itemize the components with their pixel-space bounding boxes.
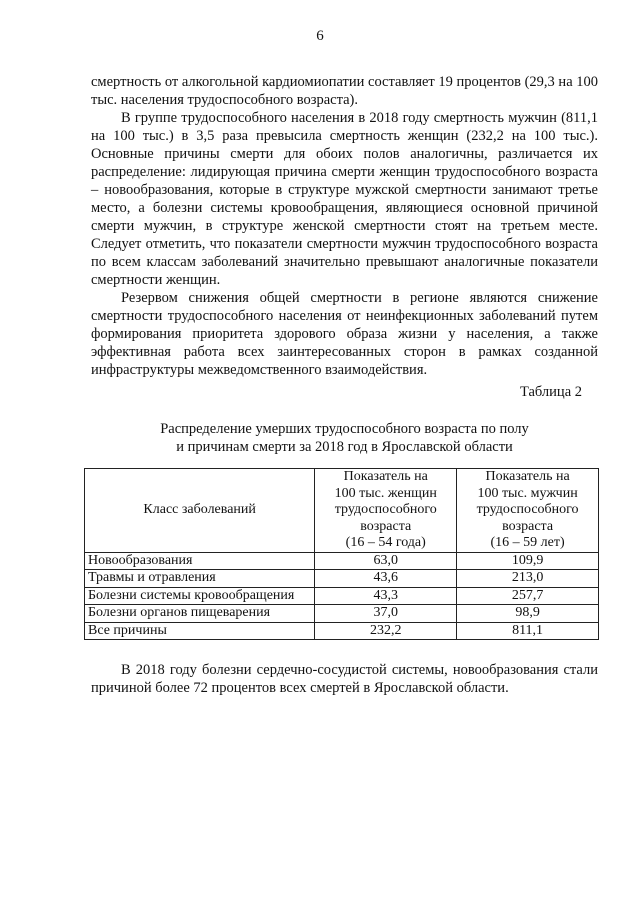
- header-men-rate: [457, 469, 599, 553]
- table-row: [85, 552, 599, 570]
- row-men-value: 257,7: [457, 587, 599, 605]
- body-text: [91, 73, 598, 379]
- row-label: Болезни органов пищеварения: [85, 605, 315, 623]
- table-caption: [91, 420, 598, 456]
- header-disease-class: Класс заболеваний: [85, 469, 315, 553]
- row-women-value: 43,3: [315, 587, 457, 605]
- row-women-value: 37,0: [315, 605, 457, 623]
- header-men-line: 100 тыс. мужчин: [477, 485, 578, 501]
- row-men-value: 811,1: [457, 622, 599, 640]
- header-men-line: Показатель на: [485, 469, 570, 484]
- header-women-line: трудоспособного: [334, 502, 437, 517]
- header-women-line: возраста: [360, 518, 412, 534]
- header-men-line: (16 – 59 лет): [490, 535, 565, 550]
- table-row: [85, 622, 599, 640]
- mortality-table: [84, 468, 599, 640]
- paragraph-1: смертность от алкогольной кардиомиопатии составляет 19 процентов (29,3 на 100 тыс. населения трудоспособного возраста).: [91, 74, 599, 108]
- table-caption-line-1: Распределение умерших трудоспособного возраста по полу: [160, 421, 529, 437]
- page-number: 6: [316, 28, 324, 44]
- row-label: Болезни системы кровообращения: [85, 587, 315, 605]
- header-men-line: трудоспособного: [476, 502, 579, 517]
- header-women-line: 100 тыс. женщин: [334, 485, 437, 501]
- table-header-row: [85, 469, 599, 553]
- row-men-value: 109,9: [457, 552, 599, 570]
- row-women-value: 232,2: [315, 622, 457, 640]
- table-label: Таблица 2: [519, 384, 582, 400]
- row-women-value: 63,0: [315, 552, 457, 570]
- table-row: [85, 587, 599, 605]
- row-men-value: 213,0: [457, 570, 599, 588]
- paragraph-2: В группе трудоспособного населения в 2018 году смертность мужчин (811,1 на 100 тыс.) в 3,5 раза превысила смертность женщин (232,2 на 100 тыс.). Основные причины смерти для обоих полов аналогичны, различается их распределение: лидирующая причина смерти женщин трудоспособного возраста – новообразования, которые в структуре мужской смертности занимают третье место, а болезни системы кровообращения, являющиеся основной причиной смерти мужчин, в структуре женской смертности стоят на третьем месте. Следует отметить, что показатели смертности мужчин трудоспособного возраста по всем классам заболеваний значительно превышают аналогичные показатели смертности женщин.: [91, 110, 598, 288]
- row-women-value: 43,6: [315, 570, 457, 588]
- table-row: [85, 570, 599, 588]
- row-label: Новообразования: [85, 552, 315, 570]
- closing-paragraph: В 2018 году болезни сердечно-сосудистой системы, новообразования стали причиной более 72 процентов всех смертей в Ярославской области.: [91, 662, 598, 696]
- row-men-value: 98,9: [457, 605, 599, 623]
- header-women-line: (16 – 54 года): [345, 535, 426, 550]
- row-label: Все причины: [85, 622, 315, 640]
- row-label: Травмы и отравления: [85, 570, 315, 588]
- header-women-rate: [315, 469, 457, 553]
- header-men-line: возраста: [502, 518, 554, 534]
- header-women-line: Показатель на: [343, 469, 428, 484]
- table-caption-line-2: и причинам смерти за 2018 год в Ярославской области: [176, 439, 513, 455]
- table-row: [85, 605, 599, 623]
- paragraph-3: Резервом снижения общей смертности в регионе являются снижение смертности трудоспособного населения от неинфекционных заболеваний путем формирования приоритета здорового образа жизни у населения, а также эффективная работа всех заинтересованных сторон в рамках созданной инфраструктуры межведомственного взаимодействия.: [91, 290, 598, 378]
